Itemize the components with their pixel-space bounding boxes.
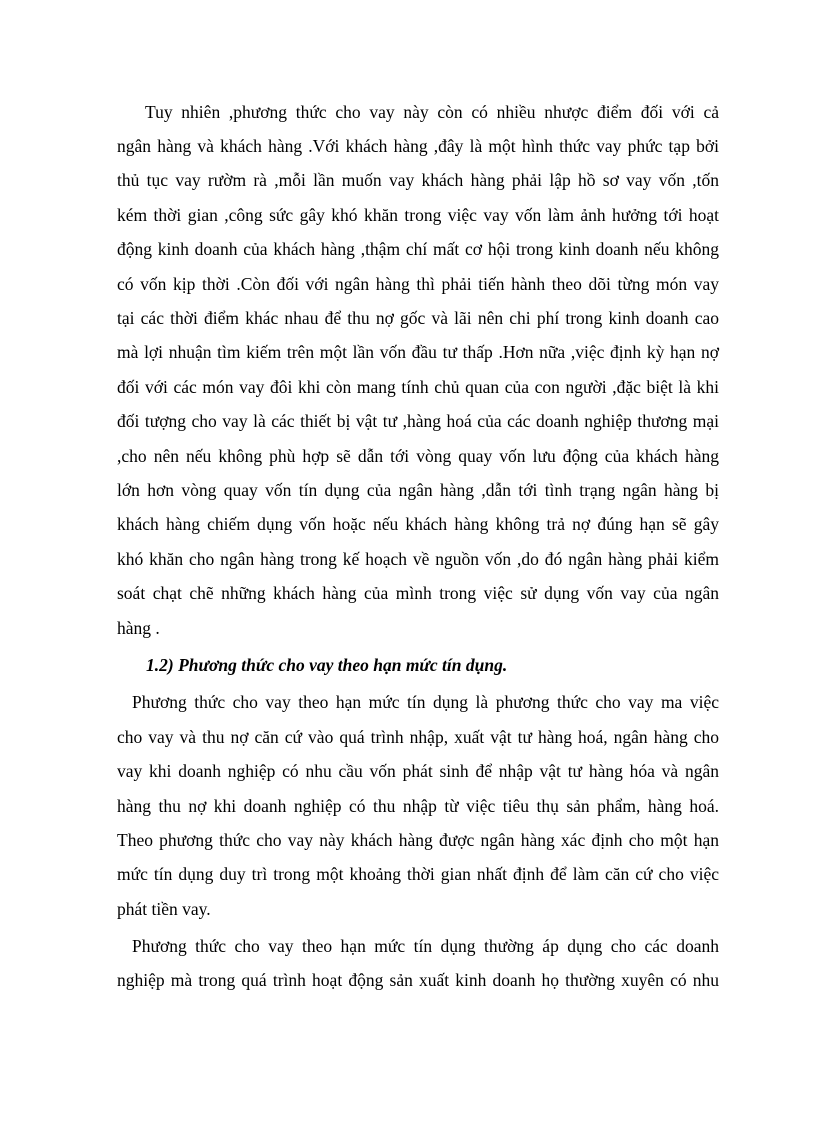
text-line: soát chạt chẽ những khách hàng của mình trong việc sử dụng vốn vay của ngân <box>117 583 719 603</box>
text-line: Phương thức cho vay theo hạn mức tín dụng thường áp dụng cho các doanh <box>132 936 719 956</box>
text-line: hàng thu nợ khi doanh nghiệp có thu nhập từ việc tiêu thụ sản phẩm, hàng hoá. <box>117 796 719 816</box>
text-line: kém thời gian ,công sức gây khó khăn trong việc vay vốn làm ảnh hưởng tới hoạt <box>117 205 719 225</box>
text-line: hàng . <box>117 618 160 638</box>
text-line: ,cho nên nếu không phù hợp sẽ dẫn tới vòng quay vốn lưu động của khách hàng <box>117 446 719 466</box>
text-line: ngân hàng và khách hàng .Với khách hàng ,đây là một hình thức vay phức tạp bởi <box>117 136 719 156</box>
text-line: có vốn kịp thời .Còn đối với ngân hàng thì phải tiến hành theo dõi từng món vay <box>117 274 719 294</box>
text-line: Phương thức cho vay theo hạn mức tín dụng là phương thức cho vay ma việc <box>132 692 719 712</box>
text-line: Theo phương thức cho vay này khách hàng được ngân hàng xác định cho một hạn <box>117 830 719 850</box>
text-line: tại các thời điểm khác nhau để thu nợ gốc và lãi nên chi phí trong kinh doanh cao <box>117 308 719 328</box>
text-line: khó khăn cho ngân hàng trong kế hoạch về nguồn vốn ,do đó ngân hàng phải kiểm <box>117 549 719 569</box>
text-line: mà lợi nhuận tìm kiếm trên một lần vốn đầu tư thấp .Hơn nữa ,việc định kỳ hạn nợ <box>117 342 719 362</box>
text-line: vay khi doanh nghiệp có nhu cầu vốn phát sinh để nhập vật tư hàng hóa và ngân <box>117 761 719 781</box>
text-line: cho vay và thu nợ căn cứ vào quá trình nhập, xuất vật tư hàng hoá, ngân hàng cho <box>117 727 719 747</box>
text-line: động kinh doanh của khách hàng ,thậm chí mất cơ hội trong kinh doanh nếu không <box>117 239 719 259</box>
text-line: phát tiền vay. <box>117 899 211 919</box>
text-line: đối tượng cho vay là các thiết bị vật tư ,hàng hoá của các doanh nghiệp thương mại <box>117 411 719 431</box>
text-line: thủ tục vay rườm rà ,mỗi lần muốn vay khách hàng phải lập hồ sơ vay vốn ,tốn <box>117 170 719 190</box>
text-line: lớn hơn vòng quay vốn tín dụng của ngân hàng ,dẫn tới tình trạng ngân hàng bị <box>117 480 719 500</box>
text-line: Tuy nhiên ,phương thức cho vay này còn có nhiều nhược điểm đối với cả <box>145 102 719 122</box>
text-line: nghiệp mà trong quá trình hoạt động sản xuất kinh doanh họ thường xuyên có nhu <box>117 970 719 990</box>
section-heading: 1.2) Phương thức cho vay theo hạn mức tín dụng. <box>146 655 508 675</box>
text-line: khách hàng chiếm dụng vốn hoặc nếu khách hàng không trả nợ đúng hạn sẽ gây <box>117 514 719 534</box>
text-line: đối với các món vay đôi khi còn mang tính chủ quan của con người ,đặc biệt là khi <box>117 377 719 397</box>
text-line: mức tín dụng duy trì trong một khoảng thời gian nhất định để làm căn cứ cho việc <box>117 864 719 884</box>
